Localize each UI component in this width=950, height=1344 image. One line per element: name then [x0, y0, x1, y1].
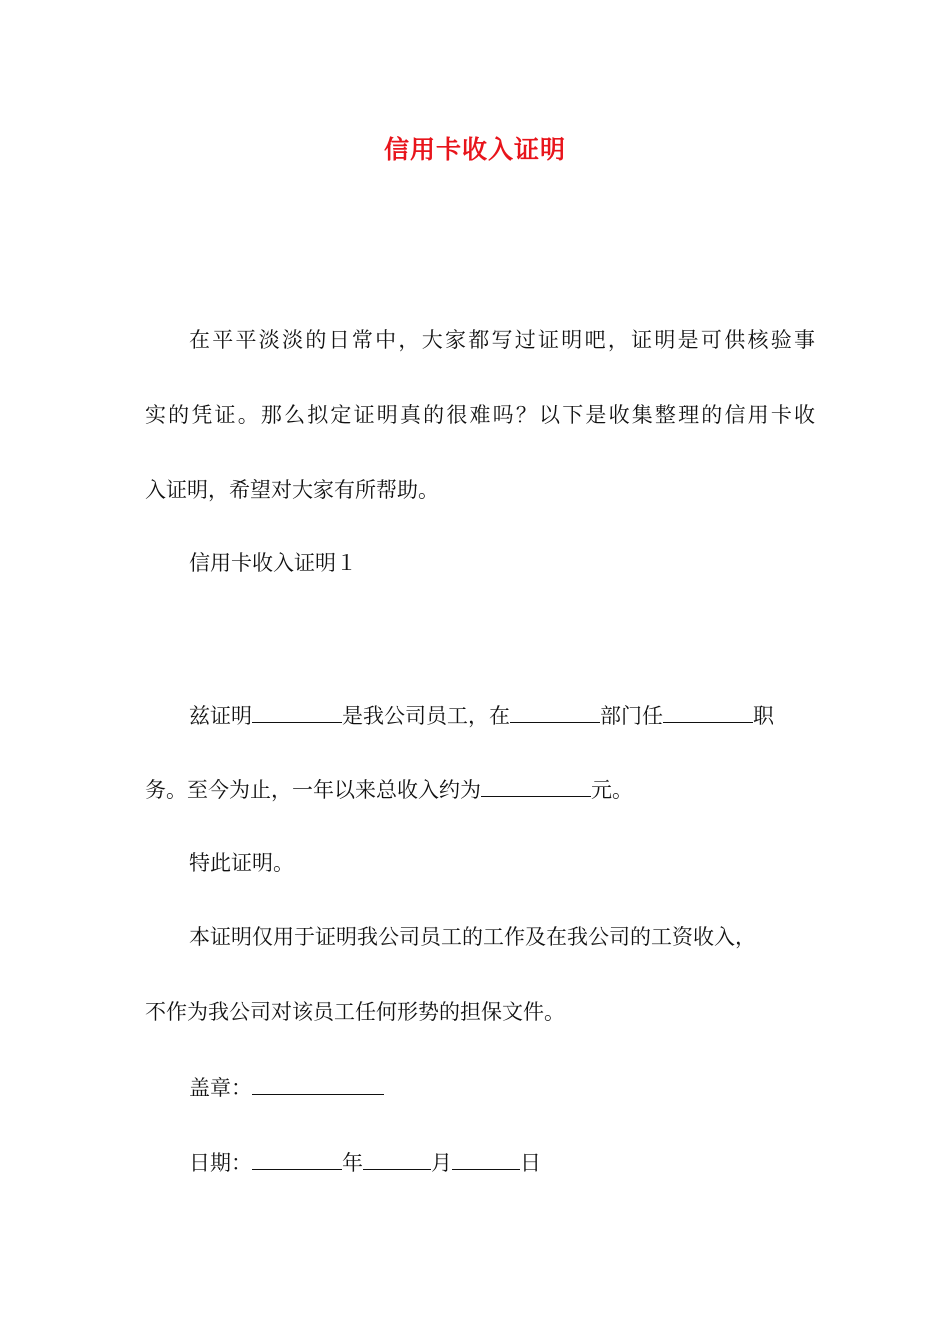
- employee-name-blank: [252, 700, 342, 723]
- intro-text-1: 在平平淡淡的日常中，大家都写过证明吧，证明是可供核验事: [189, 328, 815, 352]
- section-heading: 信用卡收入证明１: [189, 551, 357, 575]
- certify-text-6: 元。: [591, 778, 633, 802]
- disclaimer-line-2: 不作为我公司对该员工任何形势的担保文件。: [145, 1000, 565, 1024]
- day-label: 日: [520, 1151, 541, 1175]
- disclaimer-line-1: 本证明仅用于证明我公司员工的工作及在我公司的工资收入，: [189, 925, 756, 949]
- department-blank: [510, 700, 600, 723]
- certify-line-2: [145, 774, 815, 805]
- seal-blank: [252, 1072, 384, 1095]
- certify-text-2: 是我公司员工，在: [342, 704, 510, 728]
- year-label: 年: [342, 1151, 363, 1175]
- day-blank: [452, 1147, 520, 1170]
- intro-text-2: 实的凭证。那么拟定证明真的很难吗？以下是收集整理的信用卡收: [145, 403, 815, 427]
- hereby-certify: 特此证明。: [189, 851, 294, 875]
- certify-text-5: 务。至今为止，一年以来总收入约为: [145, 778, 481, 802]
- month-blank: [363, 1147, 431, 1170]
- certify-text-3: 部门任: [600, 704, 663, 728]
- intro-line-2: [145, 400, 815, 430]
- seal-label: 盖章：: [189, 1076, 252, 1100]
- date-line: [189, 1147, 859, 1178]
- year-blank: [252, 1147, 342, 1170]
- intro-line-3: 入证明，希望对大家有所帮助。: [145, 478, 439, 502]
- intro-line-1: [189, 325, 815, 355]
- seal-line: [189, 1072, 859, 1103]
- position-blank: [663, 700, 753, 723]
- document-title: 信用卡收入证明: [383, 135, 566, 164]
- certify-text-1: 兹证明: [189, 704, 252, 728]
- certify-line-1: [189, 700, 815, 731]
- date-label: 日期：: [189, 1151, 252, 1175]
- month-label: 月: [431, 1151, 452, 1175]
- certify-text-4: 职: [753, 704, 774, 728]
- income-blank: [481, 774, 591, 797]
